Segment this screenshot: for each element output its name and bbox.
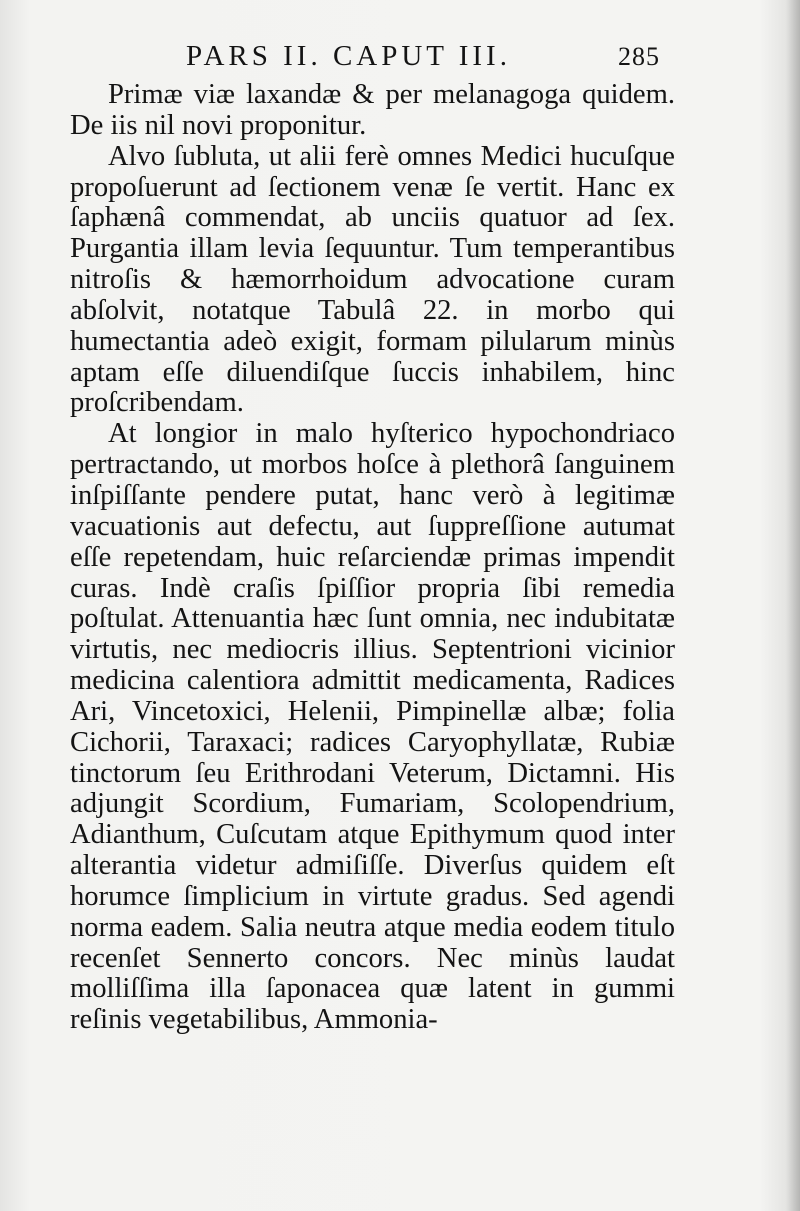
paragraph-3: At longior in malo hyſterico hypochondriaco pertractando, ut morbos hoſce à plethorâ ſanguinem inſpiſſante pendere putat, hanc verò à legitimæ vacuationis aut defectu, aut ſuppreſſione autumat eſſe repetendam, huic reſarciendæ primas impendit curas. Indè craſis ſpiſſior propria ſibi remedia poſtulat. Attenuantia hæc ſunt omnia, nec indubitatæ virtutis, nec mediocris illius. Septentrioni vicinior medicina calentiora admittit medicamenta, Radices Ari, Vincetoxici, Helenii, Pimpinellæ albæ; folia Cichorii, Taraxaci; radices Caryophyllatæ, Rubiæ tinctorum ſeu Erithrodani Veterum, Dictamni. His adjungit Scordium, Fumariam, Scolopendrium, Adianthum, Cuſcutam atque Epithymum quod inter alterantia videtur admiſiſſe. Diverſus quidem eſt horumce ſimplicium in virtute gradus. Sed agendi norma eadem. Salia neutra atque media eodem titulo recenſet Sennerto concors. Nec minùs laudat molliſſima illa ſaponacea quæ latent in gummi reſinis vegetabilibus, Ammonia-: [70, 418, 675, 1036]
paragraph-2: Alvo ſubluta, ut alii ferè omnes Medici hucuſque propoſuerunt ad ſectionem venæ ſe vertit. Hanc ex ſaphænâ commendat, ab unciis quatuor ad ſex. Purgantia illam levia ſequuntur. Tum temperantibus nitroſis & hæmorrhoidum advocatione curam abſolvit, notatque Tabulâ 22. in morbo qui humectantia adeò exigit, formam pilularum minùs aptam eſſe diluendiſque ſuccis inhabilem, hinc proſcribendam.: [70, 140, 675, 419]
scan-shadow-edge: [786, 0, 800, 1211]
header-part-caput: PARS II. CAPUT III.: [186, 40, 511, 72]
page-number: 285: [618, 42, 660, 71]
running-header: [186, 40, 686, 84]
paragraph-1: Primæ viæ laxandæ & per melanagoga quidem. De iis nil novi proponitur.: [70, 79, 675, 141]
body-text: [70, 80, 675, 1036]
